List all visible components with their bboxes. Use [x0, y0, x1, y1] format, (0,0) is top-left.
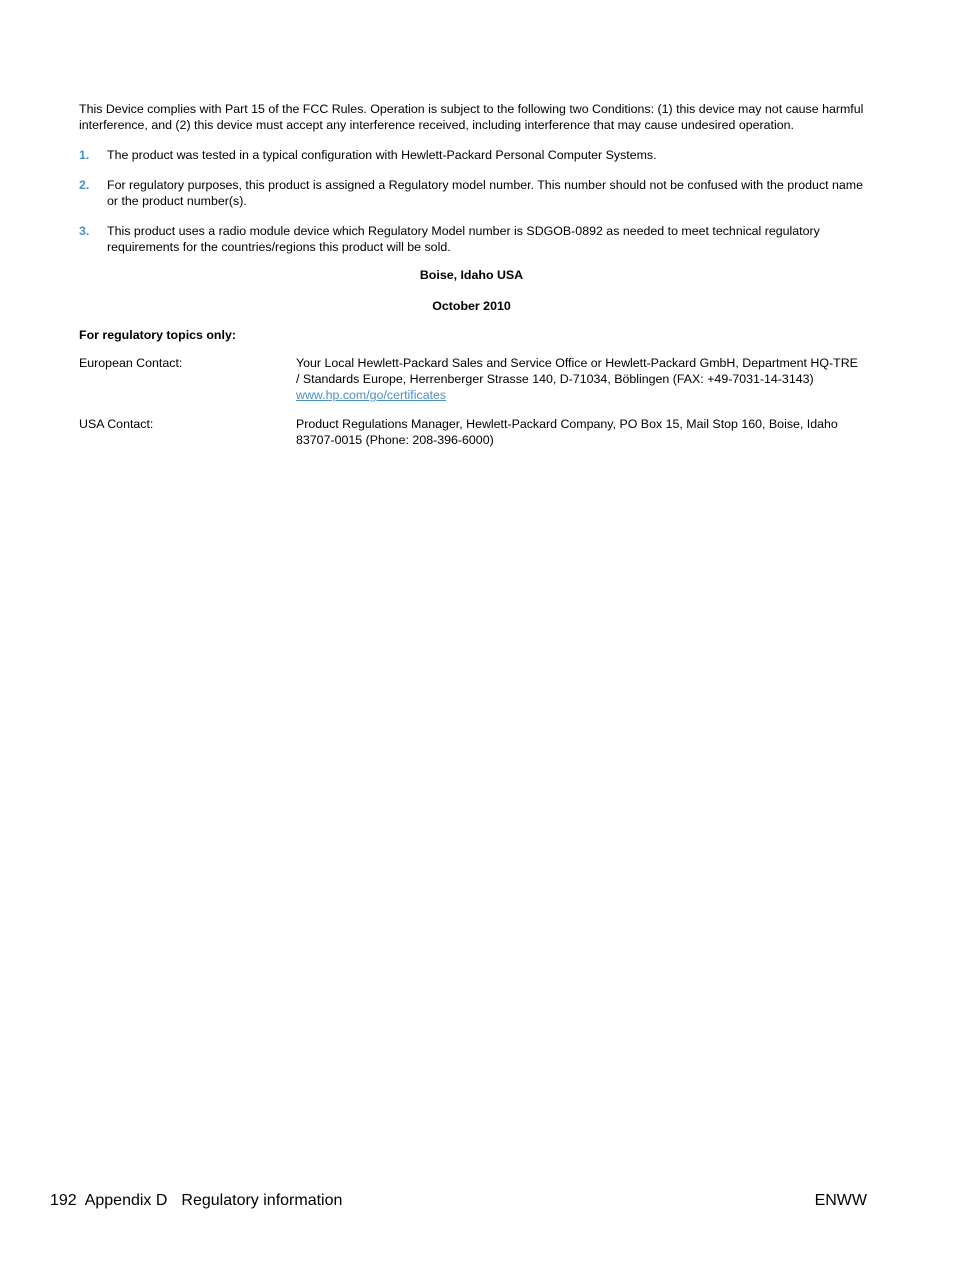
numbered-list	[79, 147, 864, 255]
page-footer	[50, 1191, 867, 1211]
footer-right: ENWW	[814, 1192, 867, 1209]
usa-contact-label: USA Contact:	[79, 417, 154, 431]
location: Boise, Idaho USA	[419, 268, 524, 282]
footer-section: Regulatory information	[181, 1192, 343, 1209]
list-item-text: For regulatory purposes, this product is assigned a Regulatory model number. This number should not be confused with the product name or the product number(s).	[107, 178, 864, 208]
european-contact-text: Your Local Hewlett-Packard Sales and Service Office or Hewlett-Packard GmbH, Department HQ-TRE / Standards Europe, Herrenberger Strasse 140, D-71034, Böblingen (FAX: +49-7031-14-3143)	[296, 356, 858, 386]
footer-left	[50, 1191, 342, 1211]
european-contact-label: European Contact:	[79, 356, 183, 370]
certificates-link[interactable]: www.hp.com/go/certificates	[296, 388, 447, 402]
list-item	[79, 177, 864, 209]
footer-appendix: Appendix D	[84, 1192, 168, 1209]
list-item-number: 1.	[79, 148, 90, 162]
fcc-compliance-statement: This Device complies with Part 15 of the FCC Rules. Operation is subject to the following two Conditions: (1) this device may not cause harmful interference, and (2) this device must accept any interference received, including interference that may cause undesired operation.	[79, 102, 864, 132]
list-item-text: The product was tested in a typical configuration with Hewlett-Packard Personal Computer Systems.	[107, 148, 657, 162]
list-item-number: 2.	[79, 178, 90, 192]
list-item-text: This product uses a radio module device which Regulatory Model number is SDGOB-0892 as needed to meet technical regulatory requirements for the countries/regions this product will be sold.	[107, 224, 820, 254]
regulatory-heading: For regulatory topics only:	[79, 328, 236, 342]
usa-contact-row	[79, 416, 864, 448]
list-item-number: 3.	[79, 224, 90, 238]
page-content	[79, 101, 864, 461]
european-contact-row	[79, 355, 864, 403]
european-contact-value	[296, 355, 864, 403]
page-number: 192	[50, 1192, 77, 1209]
list-item	[79, 223, 864, 255]
usa-contact-text: Product Regulations Manager, Hewlett-Packard Company, PO Box 15, Mail Stop 160, Boise, Idaho 83707-0015 (Phone: 208-396-6000)	[296, 417, 838, 447]
list-item	[79, 147, 864, 163]
date: October 2010	[432, 299, 511, 313]
